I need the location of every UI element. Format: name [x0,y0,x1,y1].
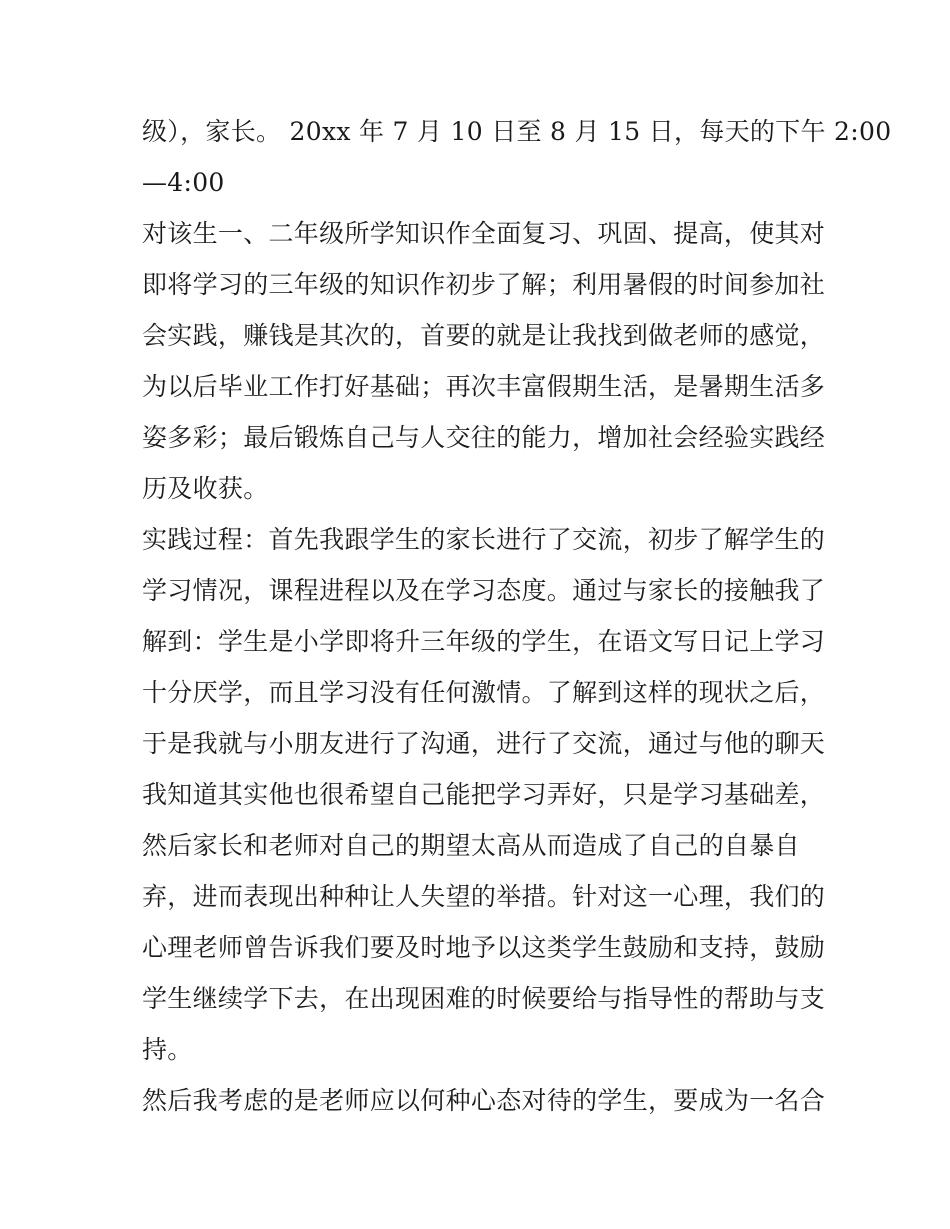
text-line: 解到：学生是小学即将升三年级的学生，在语文写日记上学习 [142,627,826,656]
text-line: 实践过程：首先我跟学生的家长进行了交流，初步了解学生的 [142,525,826,554]
text-line: 对该生一、二年级所学知识作全面复习、巩固、提高，使其对 [142,219,826,248]
text-line: 弃，进而表现出种种让人失望的举措。针对这一心理，我们的 [142,882,826,911]
text-line: 心理老师曾告诉我们要及时地予以这类学生鼓励和支持，鼓励 [142,933,826,962]
text-line: 为以后毕业工作打好基础；再次丰富假期生活，是暑期生活多 [142,372,826,401]
document-body [142,106,892,1126]
text-line: 学生继续学下去，在出现困难的时候要给与指导性的帮助与支 [142,984,826,1013]
text-line: 学习情况，课程进程以及在学习态度。通过与家长的接触我了 [142,576,826,605]
text-line: 于是我就与小朋友进行了沟通，进行了交流，通过与他的聊天 [142,729,826,758]
text-line: 会实践，赚钱是其次的，首要的就是让我找到做老师的感觉， [142,321,826,350]
text-line: 姿多彩；最后锻炼自己与人交往的能力，增加社会经验实践经 [142,423,826,452]
text-line: 十分厌学，而且学习没有任何激情。了解到这样的现状之后， [142,678,826,707]
text-line: 历及收获。 [142,474,269,503]
text-line: 级），家长。 20xx 年 7 月 10 日至 8 月 15 日，每天的下午 2:00 [142,117,892,146]
text-line: 然后家长和老师对自己的期望太高从而造成了自己的自暴自 [142,831,800,860]
text-line: 我知道其实他也很希望自己能把学习弄好，只是学习基础差， [142,780,826,809]
text-line: 即将学习的三年级的知识作初步了解；利用暑假的时间参加社 [142,270,826,299]
text-line: 然后我考虑的是老师应以何种心态对待的学生，要成为一名合 [142,1086,826,1115]
text-line: —4:00 [142,168,225,197]
text-line: 持。 [142,1035,193,1064]
